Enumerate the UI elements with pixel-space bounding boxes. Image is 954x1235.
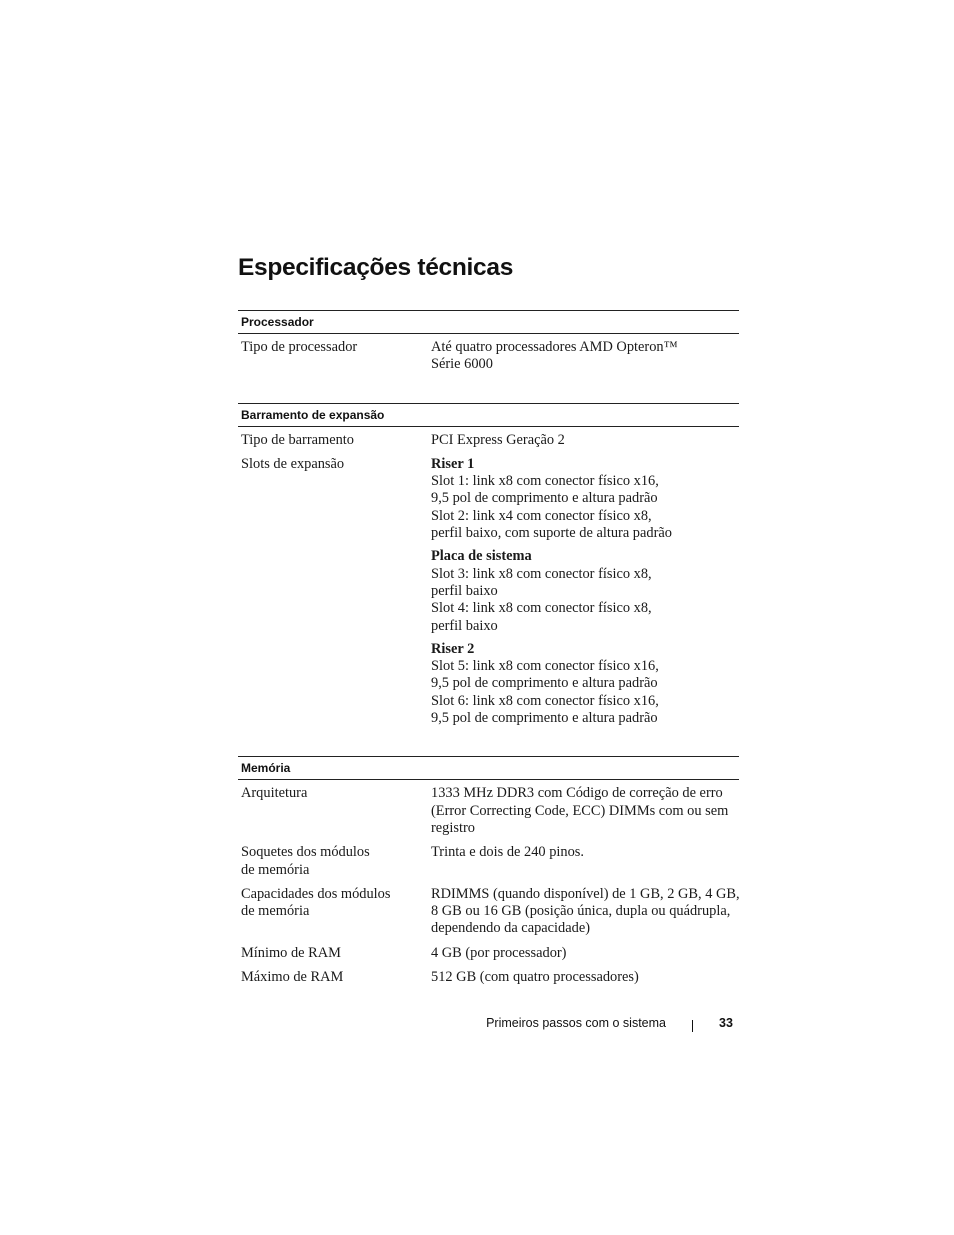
spec-label-line: Soquetes dos módulos [241, 844, 370, 861]
slot-line: 9,5 pol de comprimento e altura padrão [431, 490, 658, 507]
spec-value [431, 339, 739, 374]
spec-label-line: de memória [241, 861, 310, 878]
spec-label-line: Capacidades dos módulos [241, 885, 391, 902]
slot-line: Slot 4: link x8 com conector físico x8, [431, 600, 652, 617]
slot-line: perfil baixo, com suporte de altura padrão [431, 525, 672, 542]
spec-label [238, 785, 431, 837]
spec-value-line: 1333 MHz DDR3 com Código de correção de erro [431, 785, 723, 802]
slot-line: 9,5 pol de comprimento e altura padrão [431, 675, 658, 692]
section-body-processor [238, 334, 739, 403]
spec-value-line: dependendo da capacidade) [431, 920, 591, 937]
section-header-expansion: Barramento de expansão [238, 403, 739, 427]
page-number: 33 [719, 1016, 733, 1030]
slot-line: perfil baixo [431, 582, 498, 599]
slot-line: perfil baixo [431, 617, 498, 634]
spec-value-line: 4 GB (por processador) [431, 944, 567, 961]
spec-value [431, 886, 739, 938]
spec-label-line: de memória [241, 903, 310, 920]
slot-line: Slot 1: link x8 com conector físico x16, [431, 473, 659, 490]
slot-line: Slot 2: link x4 com conector físico x8, [431, 507, 652, 524]
spec-label [238, 969, 431, 986]
spec-row-expansion-slots [238, 456, 739, 727]
spec-value: PCI Express Geração 2 [431, 431, 565, 448]
slot-line: Slot 5: link x8 com conector físico x16, [431, 658, 659, 675]
footer-section-title: Primeiros passos com o sistema [486, 1016, 666, 1030]
footer-separator [692, 1020, 693, 1032]
spec-label [238, 844, 431, 879]
section-header-processor: Processador [238, 310, 739, 334]
section-body-memory [238, 780, 739, 986]
spec-value [431, 456, 739, 727]
spec-value-line: registro [431, 819, 475, 836]
spec-value-line: Até quatro processadores AMD Opteron™ [431, 339, 678, 355]
spec-row-module-capacities [238, 886, 739, 938]
slot-group-title: Riser 2 [431, 640, 475, 657]
spec-value [431, 844, 739, 879]
slot-group-title: Placa de sistema [431, 548, 532, 565]
spec-value-line: Trinta e dois de 240 pinos. [431, 844, 584, 861]
spec-label-line: Máximo de RAM [241, 969, 344, 986]
slot-group-riser-2 [431, 641, 739, 727]
slot-group-system-board [431, 548, 739, 634]
spec-table [238, 310, 739, 993]
spec-row-bus-type [238, 432, 739, 449]
spec-row-memory-sockets [238, 844, 739, 879]
page-footer [0, 1016, 954, 1036]
spec-value-line: 8 GB ou 16 GB (posição única, dupla ou quádrupla, [431, 903, 731, 920]
slot-line: Slot 3: link x8 com conector físico x8, [431, 565, 652, 582]
spec-value [431, 969, 739, 986]
section-header-memory: Memória [238, 756, 739, 780]
page-title: Especificações técnicas [238, 254, 514, 281]
spec-row-architecture [238, 785, 739, 837]
slot-line: Slot 6: link x8 com conector físico x16, [431, 692, 659, 709]
spec-label: Tipo de processador [241, 339, 358, 355]
spec-row-processor-type [238, 339, 739, 374]
spec-value [431, 945, 739, 962]
spec-label-line: Arquitetura [241, 785, 308, 802]
spec-label [238, 945, 431, 962]
spec-label [238, 886, 431, 938]
spec-row-min-ram [238, 945, 739, 962]
spec-label-line: Mínimo de RAM [241, 944, 341, 961]
slot-group-title: Riser 1 [431, 455, 475, 472]
spec-value-line: 512 GB (com quatro processadores) [431, 969, 639, 986]
spec-value-line: RDIMMS (quando disponível) de 1 GB, 2 GB, 4 GB, [431, 885, 740, 902]
slot-line: 9,5 pol de comprimento e altura padrão [431, 710, 658, 727]
section-body-expansion [238, 427, 739, 757]
spec-row-max-ram [238, 969, 739, 986]
spec-label: Tipo de barramento [241, 431, 354, 448]
spec-label: Slots de expansão [241, 455, 345, 472]
spec-value-line: Série 6000 [431, 356, 493, 373]
slot-group-riser-1 [431, 456, 739, 542]
spec-value [431, 785, 739, 837]
spec-value-line: (Error Correcting Code, ECC) DIMMs com ou sem [431, 802, 729, 819]
